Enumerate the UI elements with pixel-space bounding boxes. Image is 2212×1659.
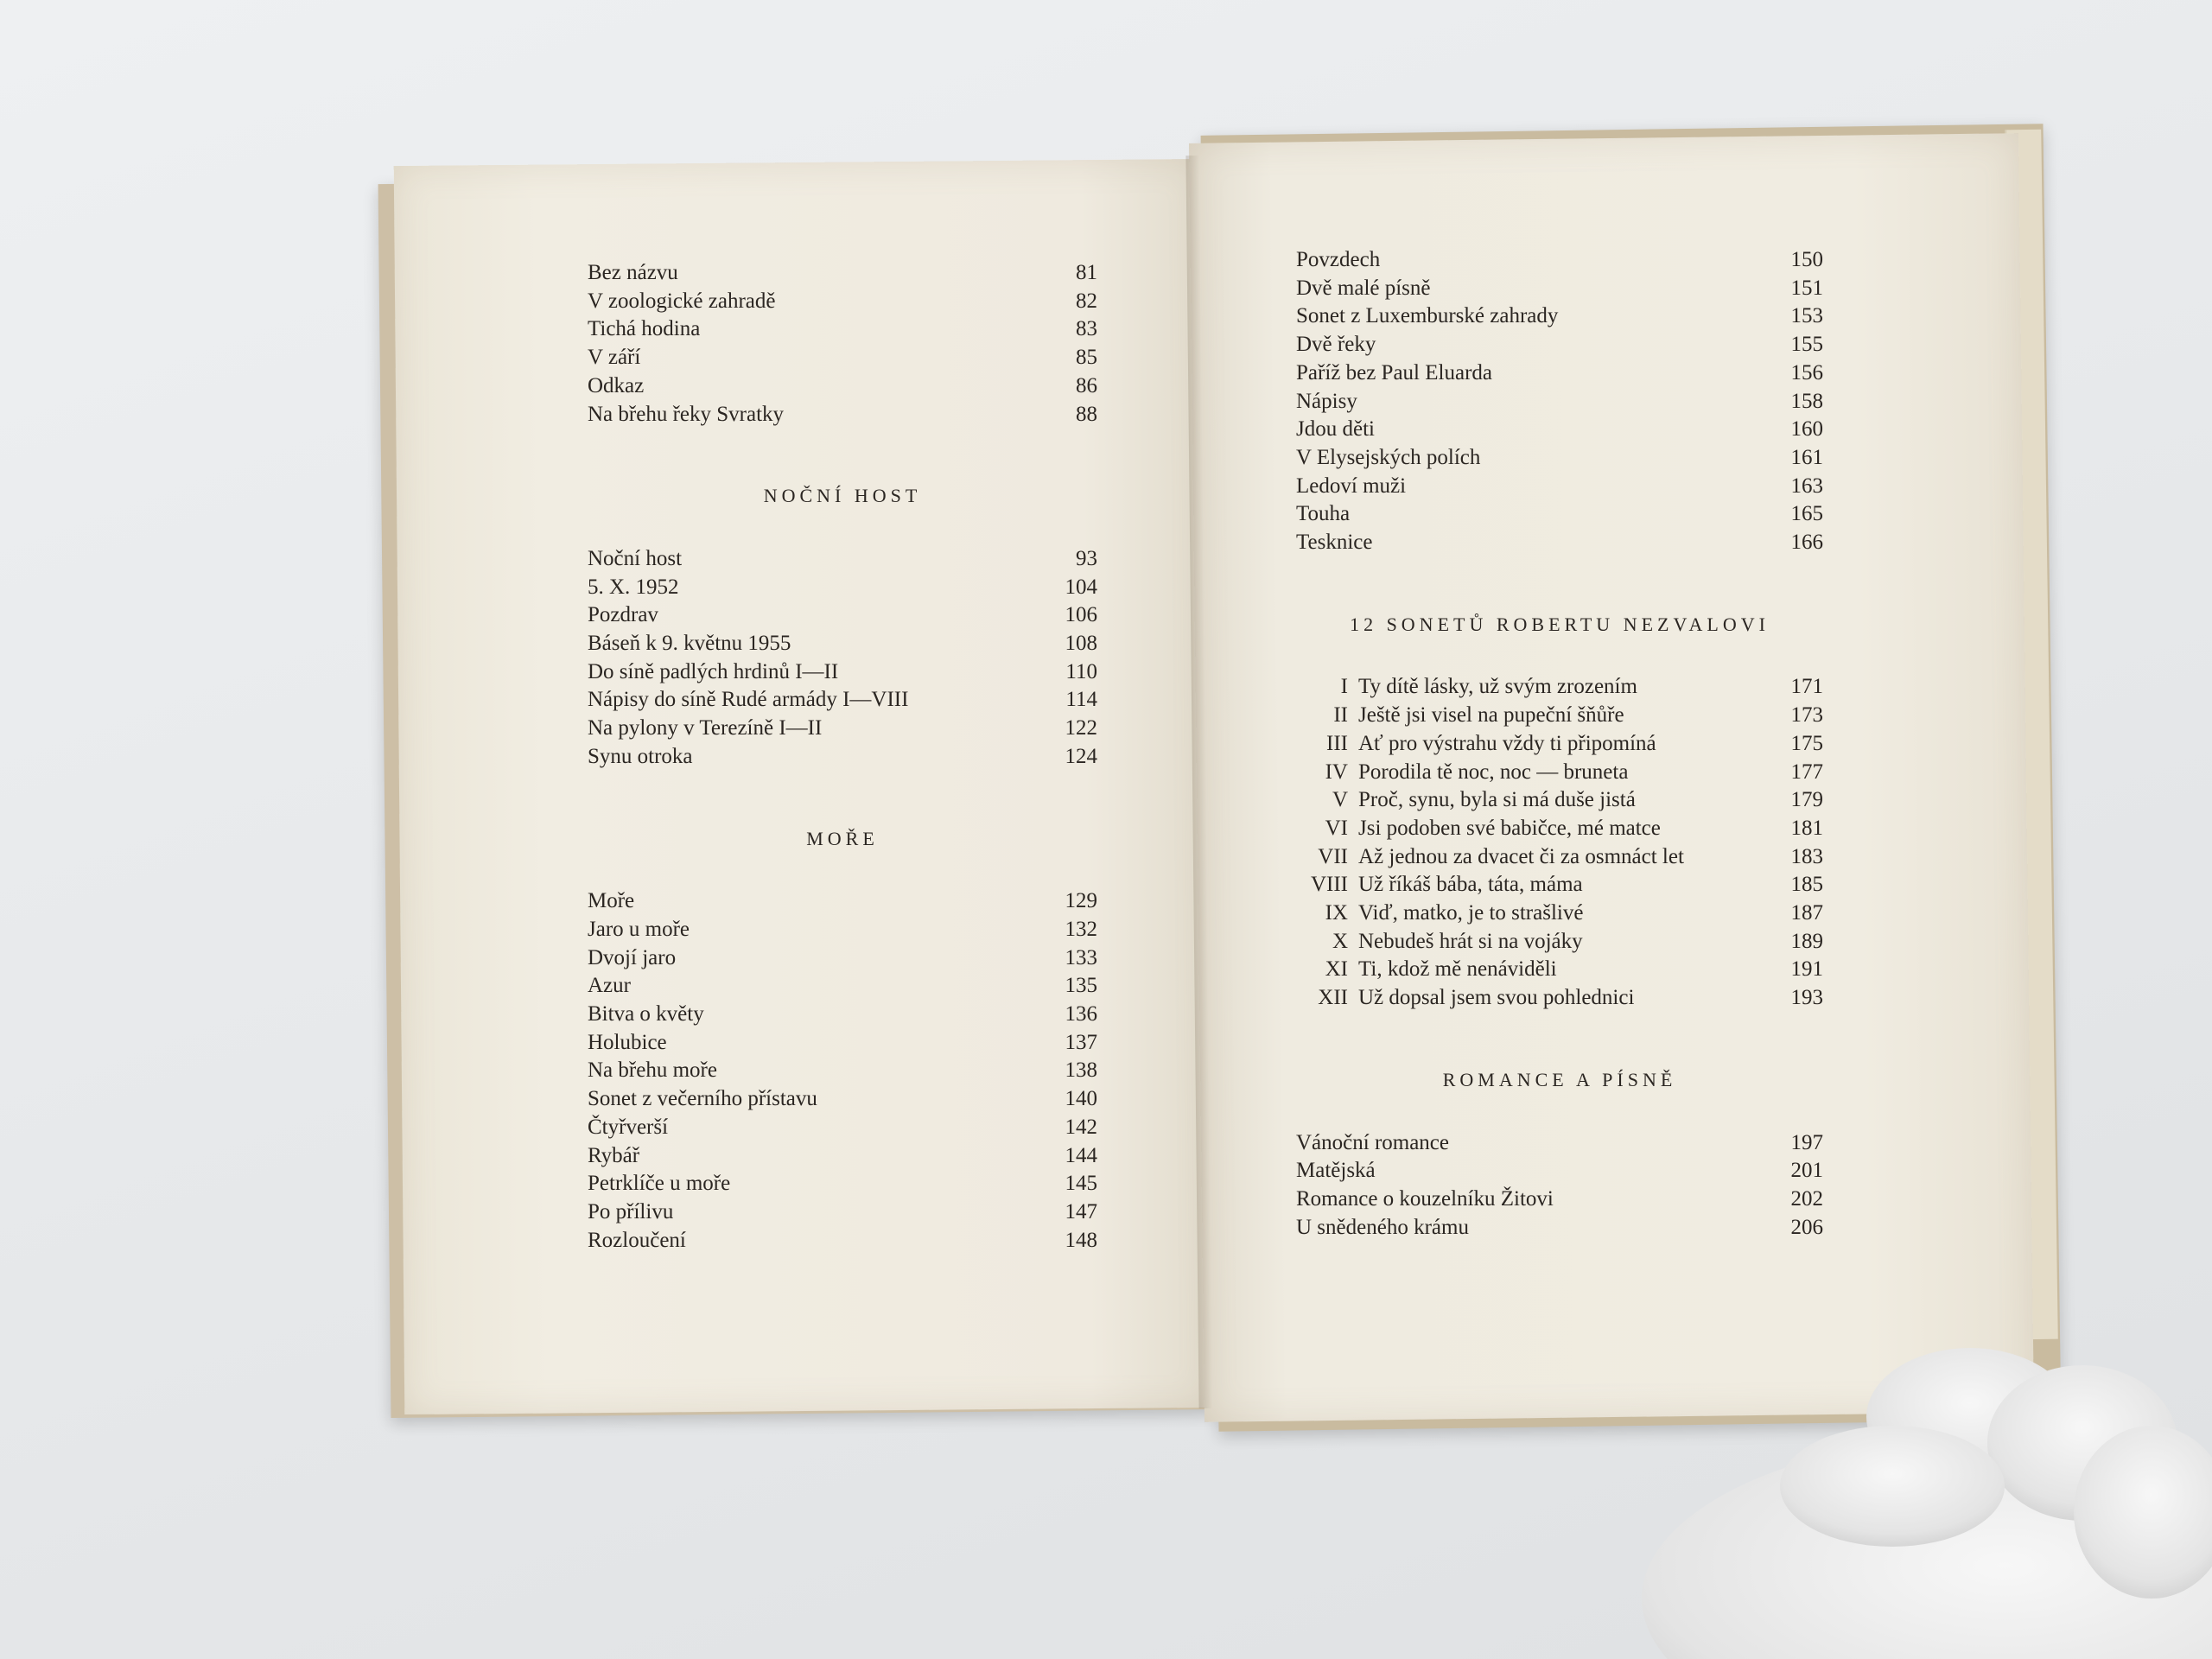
- toc-entry-page: 165: [1790, 502, 1823, 526]
- sonnet-title: Ti, kdož mě nenáviděli: [1358, 957, 1557, 982]
- toc-entry: [588, 1170, 1097, 1198]
- toc-entry-title: Tesknice: [1296, 531, 1373, 555]
- toc-entry-title: Bez názvu: [588, 261, 678, 284]
- toc-entry: [588, 1057, 1097, 1085]
- toc-entry: [1296, 388, 1823, 416]
- toc-entry-page: 106: [1065, 603, 1097, 627]
- sonnet-title: Až jednou za dvacet či za osmnáct let: [1358, 844, 1684, 868]
- sonnet-title: Viď, matko, je to strašlivé: [1358, 901, 1584, 925]
- toc-entry-title: Petrklíče u moře: [588, 1172, 731, 1196]
- toc-entry: [1296, 1157, 1823, 1185]
- sonnet-title: Jsi podoben své babičce, mé matce: [1358, 816, 1661, 840]
- toc-group: [1296, 1129, 1823, 1243]
- toc-entry-page: 104: [1065, 575, 1097, 599]
- toc-entry-page: 83: [1076, 317, 1097, 341]
- toc-entry-page: 206: [1790, 1215, 1823, 1239]
- gloved-hand: [1486, 1313, 2212, 1659]
- toc-entry-title: Dvojí jaro: [588, 945, 677, 969]
- toc-entry-title: Matějská: [1296, 1159, 1376, 1183]
- toc-entry-page: 85: [1076, 346, 1097, 370]
- toc-entry-page: 82: [1076, 289, 1097, 313]
- sonnet-page: 177: [1790, 760, 1823, 784]
- toc-entry-title: 5. X. 1952: [588, 575, 679, 599]
- toc-entry-page: 145: [1065, 1172, 1097, 1196]
- toc-entry: [588, 686, 1097, 715]
- toc-entry: [1296, 1185, 1823, 1214]
- toc-entry-page: 108: [1065, 632, 1097, 656]
- toc-entry-title: V září: [588, 346, 641, 370]
- toc-entry: [1296, 1129, 1823, 1158]
- toc-entry-page: 201: [1790, 1159, 1823, 1183]
- toc-entry-title: Čtyřverší: [588, 1115, 669, 1139]
- toc-entry: [588, 1001, 1097, 1029]
- toc-entry-page: 140: [1065, 1087, 1097, 1111]
- sonnet-page: 183: [1790, 844, 1823, 868]
- toc-entry-title: Sonet z Luxemburské zahrady: [1296, 304, 1559, 328]
- toc-entry-title: Na břehu moře: [588, 1058, 717, 1083]
- sonnet-numeral: VII: [1318, 844, 1348, 868]
- toc-entry: [1296, 444, 1823, 473]
- toc-entry: [1296, 1214, 1823, 1243]
- sonnet-page: 171: [1790, 675, 1823, 699]
- toc-entry: [1296, 275, 1823, 303]
- toc-entry: [588, 743, 1097, 772]
- toc-entry-page: 156: [1790, 360, 1823, 385]
- toc-entry-title: Dvě řeky: [1296, 333, 1376, 357]
- toc-entry-title: Ledoví muži: [1296, 474, 1407, 498]
- toc-entry: [588, 288, 1097, 316]
- toc-entry: [588, 1114, 1097, 1142]
- section-title: 12 SONETŮ ROBERTU NEZVALOVI: [1350, 613, 1770, 635]
- sonnet-numeral: XII: [1318, 986, 1348, 1010]
- toc-entry: [1296, 529, 1823, 557]
- toc-entry: [588, 545, 1097, 574]
- sonnet-entry: [1296, 786, 1823, 815]
- toc-group: [588, 887, 1097, 1255]
- sonnet-list: [1296, 673, 1823, 1012]
- sonnet-page: 193: [1790, 986, 1823, 1010]
- sonnet-numeral: III: [1326, 731, 1348, 755]
- toc-entry-title: Jdou děti: [1296, 417, 1375, 442]
- toc-entry-page: 161: [1790, 445, 1823, 469]
- toc-entry: [1296, 246, 1823, 275]
- sonnet-title: Porodila tě noc, noc — bruneta: [1358, 760, 1629, 784]
- sonnet-numeral: IV: [1325, 760, 1348, 784]
- toc-entry-page: 138: [1065, 1058, 1097, 1083]
- toc-entry: [588, 344, 1097, 372]
- toc-entry-page: 148: [1065, 1228, 1097, 1252]
- sonnet-entry: [1296, 871, 1823, 899]
- toc-entry-page: 155: [1790, 333, 1823, 357]
- toc-entry-title: Noční host: [588, 546, 683, 570]
- toc-entry-title: Azur: [588, 974, 631, 998]
- sonnet-page: 189: [1790, 929, 1823, 953]
- toc-entry-title: Touha: [1296, 502, 1351, 526]
- sonnet-page: 191: [1790, 957, 1823, 982]
- toc-entry: [588, 972, 1097, 1001]
- toc-entry-title: Nápisy do síně Rudé armády I—VIII: [588, 688, 909, 712]
- toc-entry-page: 129: [1065, 889, 1097, 913]
- toc-entry-page: 197: [1790, 1130, 1823, 1154]
- sonnet-page: 187: [1790, 901, 1823, 925]
- sonnet-title: Ať pro výstrahu vždy ti připomíná: [1358, 731, 1656, 755]
- toc-entry-title: Romance o kouzelníku Žitovi: [1296, 1186, 1554, 1211]
- sonnet-numeral: VIII: [1310, 873, 1348, 897]
- toc-entry: [588, 1198, 1097, 1227]
- toc-group: [1296, 246, 1823, 557]
- toc-entry-title: Pozdrav: [588, 603, 658, 627]
- right-table-of-contents: [1296, 246, 1823, 1242]
- toc-entry-page: 135: [1065, 974, 1097, 998]
- toc-entry-page: 160: [1790, 417, 1823, 442]
- sonnet-title: Proč, synu, byla si má duše jistá: [1358, 788, 1636, 812]
- toc-entry-page: 151: [1790, 276, 1823, 300]
- sonnet-entry: [1296, 815, 1823, 843]
- toc-entry-title: Nápisy: [1296, 389, 1357, 413]
- sonnet-entry: [1296, 843, 1823, 872]
- sonnet-title: Ty dítě lásky, už svým zrozením: [1358, 675, 1637, 699]
- toc-entry-page: 158: [1790, 389, 1823, 413]
- toc-entry-page: 147: [1065, 1199, 1097, 1224]
- left-table-of-contents: [588, 259, 1097, 1255]
- sonnet-numeral: I: [1340, 675, 1348, 699]
- toc-entry: [588, 372, 1097, 401]
- section-title: NOČNÍ HOST: [763, 485, 922, 507]
- sonnet-title: Ještě jsi visel na pupeční šňůře: [1358, 703, 1624, 728]
- toc-entry-page: 163: [1790, 474, 1823, 498]
- toc-entry-title: Dvě malé písně: [1296, 276, 1431, 300]
- toc-entry-title: Rybář: [588, 1143, 640, 1167]
- toc-entry-page: 133: [1065, 945, 1097, 969]
- toc-group: [588, 259, 1097, 429]
- toc-entry-title: Tichá hodina: [588, 317, 701, 341]
- sonnet-page: 185: [1790, 873, 1823, 897]
- toc-entry: [588, 574, 1097, 602]
- sonnet-page: 175: [1790, 731, 1823, 755]
- toc-entry-page: 122: [1065, 716, 1097, 741]
- toc-entry: [588, 658, 1097, 687]
- sonnet-page: 179: [1790, 788, 1823, 812]
- toc-entry: [588, 259, 1097, 288]
- toc-entry-page: 144: [1065, 1143, 1097, 1167]
- toc-entry-page: 88: [1076, 402, 1097, 426]
- toc-entry: [588, 1085, 1097, 1114]
- sonnet-entry: [1296, 928, 1823, 957]
- toc-entry-title: Do síně padlých hrdinů I—II: [588, 659, 839, 683]
- toc-entry: [588, 916, 1097, 944]
- toc-entry: [588, 715, 1097, 743]
- toc-entry-title: Rozloučení: [588, 1228, 686, 1252]
- sonnet-title: Nebudeš hrát si na vojáky: [1358, 929, 1583, 953]
- toc-entry-page: 153: [1790, 304, 1823, 328]
- toc-entry-page: 86: [1076, 373, 1097, 397]
- toc-entry-title: V zoologické zahradě: [588, 289, 776, 313]
- glove-thumb: [1780, 1426, 2005, 1547]
- toc-entry-title: Synu otroka: [588, 744, 693, 768]
- toc-entry-title: Povzdech: [1296, 248, 1381, 271]
- toc-entry-title: V Elysejských polích: [1296, 445, 1481, 469]
- sonnet-numeral: II: [1333, 703, 1348, 728]
- toc-entry-title: U snědeného krámu: [1296, 1215, 1469, 1239]
- sonnet-title: Už říkáš bába, táta, máma: [1358, 873, 1583, 897]
- toc-entry-title: Odkaz: [588, 373, 645, 397]
- toc-entry: [588, 1227, 1097, 1255]
- section-title: ROMANCE A PÍSNĚ: [1442, 1068, 1677, 1090]
- sonnet-entry: [1296, 759, 1823, 787]
- toc-group: [588, 545, 1097, 772]
- sonnet-entry: [1296, 730, 1823, 759]
- toc-entry-page: 137: [1065, 1030, 1097, 1054]
- toc-entry: [1296, 500, 1823, 529]
- sonnet-entry: [1296, 984, 1823, 1013]
- sonnet-page: 181: [1790, 816, 1823, 840]
- toc-entry-title: Holubice: [588, 1030, 667, 1054]
- toc-entry: [1296, 359, 1823, 388]
- toc-entry: [1296, 473, 1823, 501]
- toc-entry: [588, 1029, 1097, 1058]
- toc-entry-page: 136: [1065, 1002, 1097, 1027]
- toc-entry: [588, 630, 1097, 658]
- toc-entry-page: 166: [1790, 531, 1823, 555]
- toc-entry: [588, 601, 1097, 630]
- sonnet-entry: [1296, 956, 1823, 984]
- sonnet-numeral: X: [1332, 929, 1348, 953]
- toc-entry-page: 81: [1076, 261, 1097, 284]
- toc-entry-title: Sonet z večerního přístavu: [588, 1087, 817, 1111]
- sonnet-entry: [1296, 899, 1823, 928]
- sonnet-numeral: IX: [1325, 901, 1348, 925]
- toc-entry: [1296, 416, 1823, 444]
- toc-entry-title: Moře: [588, 889, 635, 913]
- toc-entry: [1296, 331, 1823, 359]
- toc-entry: [588, 887, 1097, 916]
- sonnet-numeral: V: [1332, 788, 1348, 812]
- toc-entry: [588, 401, 1097, 429]
- toc-entry-page: 202: [1790, 1186, 1823, 1211]
- toc-entry-title: Paříž bez Paul Eluarda: [1296, 360, 1492, 385]
- toc-entry-title: Na břehu řeky Svratky: [588, 402, 785, 426]
- toc-entry-title: Bitva o květy: [588, 1002, 704, 1027]
- toc-entry: [588, 315, 1097, 344]
- toc-entry-title: Na pylony v Terezíně I—II: [588, 716, 823, 741]
- toc-entry-page: 150: [1790, 248, 1823, 271]
- toc-entry-title: Jaro u moře: [588, 917, 690, 941]
- toc-entry-page: 142: [1065, 1115, 1097, 1139]
- toc-entry-title: Po přílivu: [588, 1199, 674, 1224]
- toc-entry-page: 124: [1065, 744, 1097, 768]
- section-title: MOŘE: [806, 827, 879, 849]
- toc-entry: [588, 1142, 1097, 1171]
- sonnet-numeral: XI: [1325, 957, 1348, 982]
- toc-entry: [588, 944, 1097, 973]
- sonnet-title: Už dopsal jsem svou pohlednici: [1358, 986, 1635, 1010]
- sonnet-page: 173: [1790, 703, 1823, 728]
- sonnet-entry: [1296, 673, 1823, 702]
- sonnet-numeral: VI: [1325, 816, 1348, 840]
- sonnet-entry: [1296, 702, 1823, 730]
- toc-entry-title: Vánoční romance: [1296, 1130, 1450, 1154]
- toc-entry-page: 132: [1065, 917, 1097, 941]
- toc-entry-page: 114: [1065, 688, 1097, 712]
- toc-entry-page: 110: [1065, 659, 1097, 683]
- toc-entry-title: Báseň k 9. květnu 1955: [588, 632, 791, 656]
- toc-entry-page: 93: [1076, 546, 1097, 570]
- toc-entry: [1296, 302, 1823, 331]
